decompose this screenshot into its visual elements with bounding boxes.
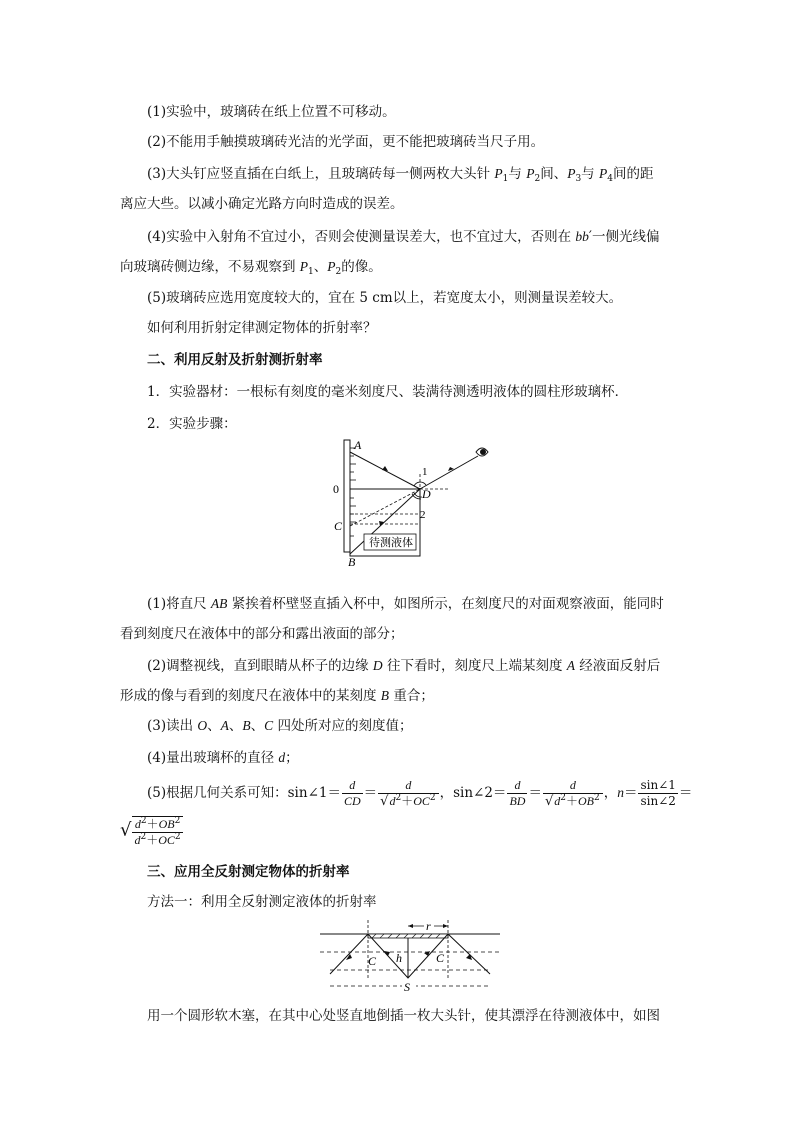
question-text: 如何利用折射定律测定物体的折射率？ — [147, 320, 377, 336]
note-4-line2: 向玻璃砖侧边缘，不易观察到 $P_1$、$P_2$的像。 — [120, 259, 382, 277]
total-reflection-figure — [320, 918, 504, 994]
step-1-line2: 看到刻度尺在液体中的部分和露出液面的部分； — [120, 626, 404, 642]
steps-item: 2．实验步骤： — [147, 416, 237, 432]
method-1-title: 方法一：利用全反射测定液体的折射率 — [147, 894, 377, 910]
note-3-line1: (3)大头钉应竖直插在白纸上，且玻璃砖每一侧两枚大头针 $P_1$与 $P_2$间、$P_3$与 $P_4$间的距 — [147, 166, 654, 184]
step-4: (4)量出玻璃杯的直径 d； — [147, 750, 299, 766]
note-3-line2: 离应大些。以减小确定光路方向时造成的误差。 — [120, 196, 404, 212]
label-D: D — [422, 487, 431, 501]
section-2-heading: 二、利用反射及折射测折射率 — [147, 352, 323, 368]
step-3: (3)读出 O、A、B、C 四处所对应的刻度值； — [147, 718, 413, 734]
label-C-right: C — [436, 951, 445, 965]
note-2: (2)不能用手触摸玻璃砖光洁的光学面，更不能把玻璃砖当尺子用。 — [147, 134, 545, 150]
label-S: S — [404, 980, 410, 994]
cup-reflection-figure — [330, 438, 500, 580]
label-B: B — [348, 555, 356, 569]
step-1-line1: (1)将直尺 AB 紧挨着杯壁竖直插入杯中，如图所示，在刻度尺的对面观察液面，能同时 — [147, 596, 664, 612]
method-1-text: 用一个圆形软木塞，在其中心处竖直地倒插一枚大头针，使其漂浮在待测液体中，如图 — [147, 1008, 660, 1024]
label-liquid: 待测液体 — [369, 536, 413, 549]
note-4-line1: (4)实验中入射角不宜过小，否则会使测量误差大，也不宜过大，否则在 bb′一侧光线偏 — [147, 229, 660, 245]
label-h: h — [396, 951, 402, 965]
step-5-formula-cont: √ $\frac{d^2+OB^2}{d^2+OC^2}$ — [120, 816, 181, 847]
section-3-heading: 三、应用全反射测定物体的折射率 — [147, 864, 350, 880]
note-5: (5)玻璃砖应选用宽度较大的，宜在 5 cm以上，若宽度太小，则测量误差较大。 — [147, 290, 623, 306]
step-2-line2: 形成的像与看到的刻度尺在液体中的某刻度 B 重合； — [120, 688, 434, 704]
note-1: (1)实验中，玻璃砖在纸上位置不可移动。 — [147, 104, 396, 120]
step-2-line1: (2)调整视线，直到眼睛从杯子的边缘 D 往下看时，刻度尺上端某刻度 A 经液面反射后 — [147, 658, 661, 674]
label-angle-1: 1 — [422, 466, 428, 478]
label-0: 0 — [333, 482, 339, 496]
label-A: A — [354, 438, 362, 452]
equipment-item: 1．实验器材：一根标有刻度的毫米刻度尺、装满待测透明液体的圆柱形玻璃杯． — [147, 384, 629, 400]
label-C: C — [334, 519, 343, 533]
label-r: r — [426, 919, 431, 933]
label-C-left: C — [368, 954, 377, 968]
step-5-formula: (5)根据几何关系可知：sin∠1＝ $\frac{d}{CD}$ ＝ $\frac{d}{√d^2+OC^2}$ ，sin∠2＝ $\frac{d}{BD}$ ＝ $\frac{d}{√d^2+OB^2}$ ，n＝ $\frac{\sin\angle 1}{\sin\angle 2}$ ＝ — [147, 778, 693, 809]
label-angle-2: 2 — [420, 509, 426, 521]
